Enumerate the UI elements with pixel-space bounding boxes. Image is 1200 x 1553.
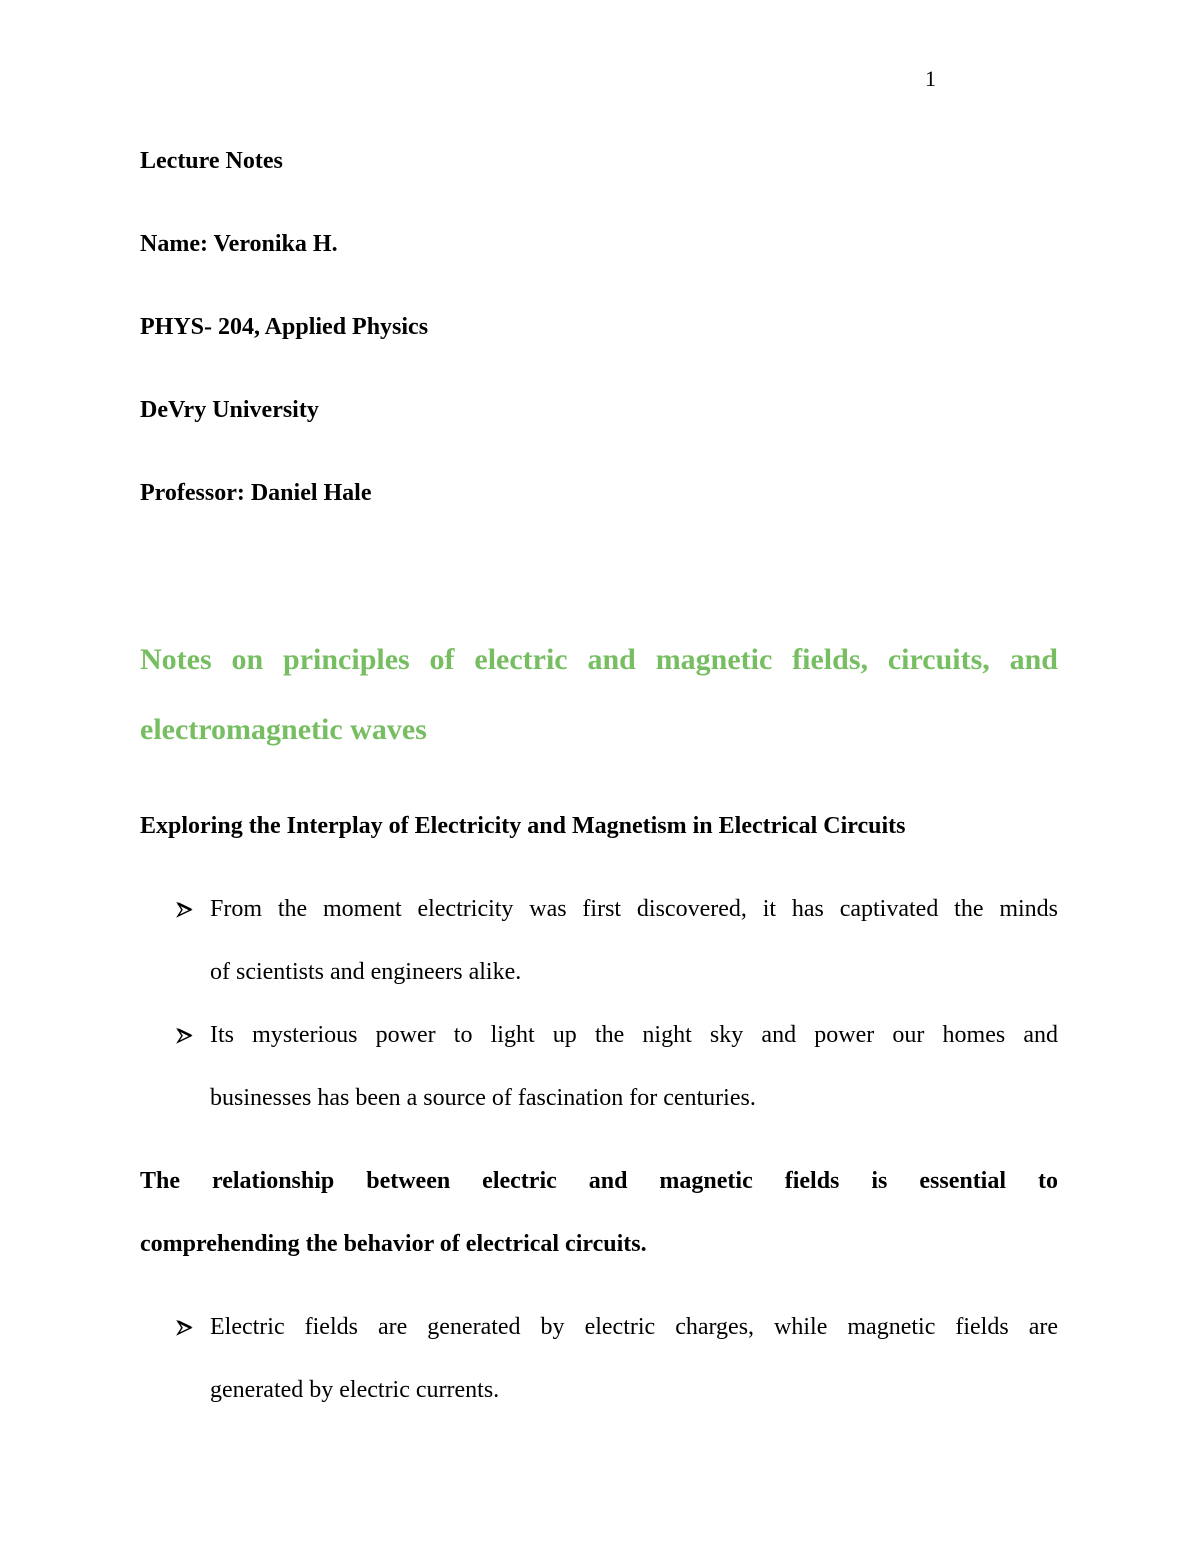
arrow-bullet-icon <box>175 1296 194 1359</box>
bullet-text-line: businesses has been a source of fascination for centuries. <box>210 1085 756 1111</box>
document-title <box>140 625 1058 765</box>
document-title-line: Notes on principles of electric and magnetic fields, circuits, and <box>140 643 1058 676</box>
bullet-text-line: From the moment electricity was first discovered, it has captivated the minds <box>210 896 1058 922</box>
doc-meta-line-name: Name: Veronika H. <box>140 231 338 257</box>
list-item <box>140 1004 1058 1130</box>
emphasis-text-line: comprehending the behavior of electrical circuits. <box>140 1231 647 1257</box>
bullet-list <box>140 878 1058 1130</box>
arrow-bullet-icon <box>175 1004 194 1067</box>
document-title-line: electromagnetic waves <box>140 713 427 746</box>
list-item <box>140 878 1058 1004</box>
bullet-text-line: generated by electric currents. <box>210 1377 500 1403</box>
emphasis-paragraph <box>140 1150 1058 1276</box>
page-number: 1 <box>925 66 936 91</box>
bullet-text-line: of scientists and engineers alike. <box>210 959 522 985</box>
doc-meta-line-professor: Professor: Daniel Hale <box>140 480 372 506</box>
doc-meta-line-course: PHYS- 204, Applied Physics <box>140 314 429 340</box>
list-item <box>140 1296 1058 1422</box>
doc-meta-line-university: DeVry University <box>140 397 319 423</box>
emphasis-text-line: The relationship between electric and magnetic fields is essential to <box>140 1168 1058 1194</box>
bullet-text-line: Its mysterious power to light up the night sky and power our homes and <box>210 1022 1058 1048</box>
document-content <box>140 0 1058 1442</box>
section-subheading: Exploring the Interplay of Electricity and Magnetism in Electrical Circuits <box>140 813 906 839</box>
bullet-list <box>140 1296 1058 1422</box>
bullet-text-line: Electric fields are generated by electric charges, while magnetic fields are <box>210 1314 1058 1340</box>
doc-meta-line-lecture-notes: Lecture Notes <box>140 148 283 174</box>
arrow-bullet-icon <box>175 878 194 941</box>
